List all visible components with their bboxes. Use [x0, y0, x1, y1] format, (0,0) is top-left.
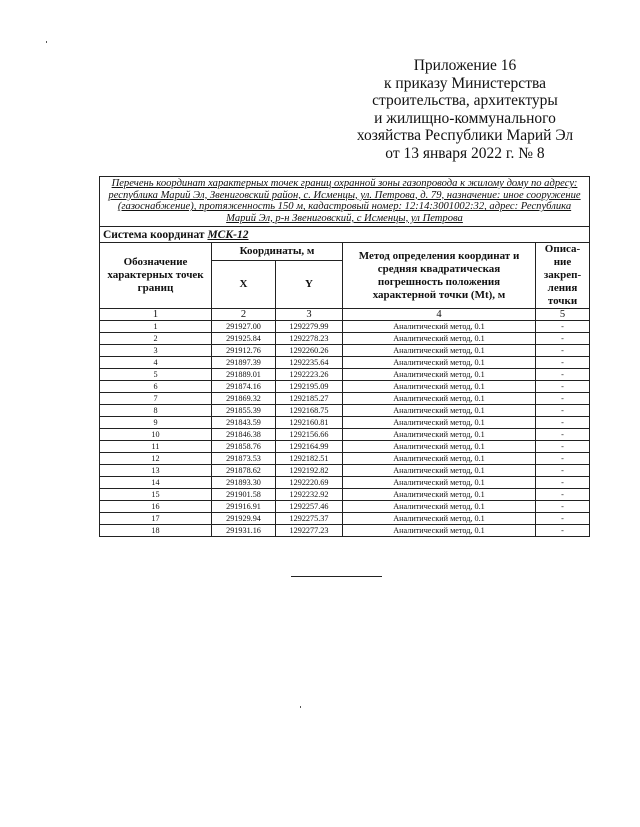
method-cell: Аналитический метод, 0.1	[343, 465, 536, 477]
column-number: 5	[536, 309, 590, 321]
scan-speck	[300, 706, 301, 708]
point-number-cell: 18	[100, 525, 212, 537]
header-line: от 13 января 2022 г. № 8	[385, 144, 545, 162]
header-coordinates: Координаты, м	[212, 243, 343, 260]
description-cell: -	[536, 501, 590, 513]
column-numbers-row	[100, 309, 590, 321]
description-cell: -	[536, 345, 590, 357]
y-coordinate-cell: 1292232.92	[276, 489, 343, 501]
table-row	[100, 489, 590, 501]
description-cell: -	[536, 453, 590, 465]
y-coordinate-cell: 1292192.82	[276, 465, 343, 477]
point-number-cell: 1	[100, 321, 212, 333]
point-number-cell: 14	[100, 477, 212, 489]
table-row	[100, 357, 590, 369]
coordinate-system-code: МСК-12	[207, 228, 249, 241]
point-number-cell: 3	[100, 345, 212, 357]
method-cell: Аналитический метод, 0.1	[343, 393, 536, 405]
x-coordinate-cell: 291846.38	[212, 429, 276, 441]
method-cell: Аналитический метод, 0.1	[343, 525, 536, 537]
x-coordinate-cell: 291929.94	[212, 513, 276, 525]
table-title: Перечень координат характерных точек границ охранной зоны газопровода к жилому дому по адресу: республика Марий Эл, Звениговский район, с. Исменцы, ул. Петрова, д. 79, назначение: иное сооружение (газоснабжение), протяженность 150 м, кадастровый номер: 12:14:3001002:32, адрес: Республика Марий Эл, р-н Звениговский, с Исменцы, ул Петрова	[100, 177, 590, 227]
y-coordinate-cell: 1292195.09	[276, 381, 343, 393]
description-cell: -	[536, 465, 590, 477]
column-number: 4	[343, 309, 536, 321]
header-line: Приложение 16	[413, 57, 517, 74]
coordinate-system-label: Система координат	[103, 228, 205, 241]
table-row	[100, 333, 590, 345]
y-coordinate-cell: 1292182.51	[276, 453, 343, 465]
description-cell: -	[536, 333, 590, 345]
table-row	[100, 381, 590, 393]
x-coordinate-cell: 291925.84	[212, 333, 276, 345]
table-row	[100, 429, 590, 441]
point-number-cell: 13	[100, 465, 212, 477]
header-method: Метод определения координат и средняя квадратическая погрешность положения характерной точки (Mt), м	[343, 243, 536, 309]
table-row	[100, 477, 590, 489]
signature-line	[291, 576, 382, 577]
x-coordinate-cell: 291916.91	[212, 501, 276, 513]
x-coordinate-cell: 291873.53	[212, 453, 276, 465]
coordinates-table	[99, 176, 590, 537]
point-number-cell: 8	[100, 405, 212, 417]
description-cell: -	[536, 429, 590, 441]
point-number-cell: 12	[100, 453, 212, 465]
point-number-cell: 4	[100, 357, 212, 369]
header-line: хозяйства Республики Марий Эл	[356, 127, 574, 144]
description-cell: -	[536, 441, 590, 453]
description-cell: -	[536, 477, 590, 489]
method-cell: Аналитический метод, 0.1	[343, 333, 536, 345]
method-cell: Аналитический метод, 0.1	[343, 501, 536, 513]
table-row	[100, 321, 590, 333]
y-coordinate-cell: 1292278.23	[276, 333, 343, 345]
header-line: и жилищно-коммунального	[374, 109, 556, 127]
table-row	[100, 513, 590, 525]
appendix-header	[345, 57, 585, 162]
description-cell: -	[536, 417, 590, 429]
method-cell: Аналитический метод, 0.1	[343, 405, 536, 417]
table-row	[100, 453, 590, 465]
method-cell: Аналитический метод, 0.1	[343, 429, 536, 441]
point-number-cell: 9	[100, 417, 212, 429]
point-number-cell: 17	[100, 513, 212, 525]
description-cell: -	[536, 405, 590, 417]
method-cell: Аналитический метод, 0.1	[343, 489, 536, 501]
method-cell: Аналитический метод, 0.1	[343, 321, 536, 333]
scan-speck	[46, 41, 47, 43]
method-cell: Аналитический метод, 0.1	[343, 357, 536, 369]
y-coordinate-cell: 1292260.26	[276, 345, 343, 357]
x-coordinate-cell: 291874.16	[212, 381, 276, 393]
x-coordinate-cell: 291931.16	[212, 525, 276, 537]
y-coordinate-cell: 1292168.75	[276, 405, 343, 417]
table-row	[100, 405, 590, 417]
table-row	[100, 501, 590, 513]
method-cell: Аналитический метод, 0.1	[343, 477, 536, 489]
x-coordinate-cell: 291843.59	[212, 417, 276, 429]
y-coordinate-cell: 1292279.99	[276, 321, 343, 333]
method-cell: Аналитический метод, 0.1	[343, 417, 536, 429]
x-coordinate-cell: 291869.32	[212, 393, 276, 405]
y-coordinate-cell: 1292164.99	[276, 441, 343, 453]
x-coordinate-cell: 291897.39	[212, 357, 276, 369]
method-cell: Аналитический метод, 0.1	[343, 345, 536, 357]
y-coordinate-cell: 1292185.27	[276, 393, 343, 405]
table-row	[100, 441, 590, 453]
coordinate-system	[100, 227, 590, 243]
description-cell: -	[536, 321, 590, 333]
point-number-cell: 2	[100, 333, 212, 345]
description-cell: -	[536, 369, 590, 381]
x-coordinate-cell: 291889.01	[212, 369, 276, 381]
point-number-cell: 11	[100, 441, 212, 453]
point-number-cell: 15	[100, 489, 212, 501]
point-number-cell: 16	[100, 501, 212, 513]
method-cell: Аналитический метод, 0.1	[343, 369, 536, 381]
method-cell: Аналитический метод, 0.1	[343, 381, 536, 393]
y-coordinate-cell: 1292257.46	[276, 501, 343, 513]
x-coordinate-cell: 291858.76	[212, 441, 276, 453]
header-description: Описа-ние закреп-ления точки	[536, 243, 590, 309]
point-number-cell: 10	[100, 429, 212, 441]
header-line: строительства, архитектуры	[372, 92, 558, 109]
x-coordinate-cell: 291855.39	[212, 405, 276, 417]
y-coordinate-cell: 1292277.23	[276, 525, 343, 537]
y-coordinate-cell: 1292275.37	[276, 513, 343, 525]
point-number-cell: 6	[100, 381, 212, 393]
table-row	[100, 393, 590, 405]
x-coordinate-cell: 291927.00	[212, 321, 276, 333]
method-cell: Аналитический метод, 0.1	[343, 453, 536, 465]
table-row	[100, 345, 590, 357]
method-cell: Аналитический метод, 0.1	[343, 441, 536, 453]
y-coordinate-cell: 1292156.66	[276, 429, 343, 441]
x-coordinate-cell: 291878.62	[212, 465, 276, 477]
description-cell: -	[536, 525, 590, 537]
table-row	[100, 417, 590, 429]
description-cell: -	[536, 381, 590, 393]
table-row	[100, 369, 590, 381]
column-number: 2	[212, 309, 276, 321]
description-cell: -	[536, 513, 590, 525]
header-point: Обозначение характерных точек границ	[100, 243, 212, 309]
header-line: к приказу Министерства	[384, 74, 546, 92]
y-coordinate-cell: 1292235.64	[276, 357, 343, 369]
x-coordinate-cell: 291901.58	[212, 489, 276, 501]
description-cell: -	[536, 489, 590, 501]
y-coordinate-cell: 1292220.69	[276, 477, 343, 489]
header-x: X	[212, 260, 276, 309]
point-number-cell: 5	[100, 369, 212, 381]
column-number: 3	[276, 309, 343, 321]
table-row	[100, 525, 590, 537]
point-number-cell: 7	[100, 393, 212, 405]
method-cell: Аналитический метод, 0.1	[343, 513, 536, 525]
y-coordinate-cell: 1292160.81	[276, 417, 343, 429]
table-row	[100, 465, 590, 477]
header-y: Y	[276, 260, 343, 309]
y-coordinate-cell: 1292223.26	[276, 369, 343, 381]
description-cell: -	[536, 393, 590, 405]
column-number: 1	[100, 309, 212, 321]
x-coordinate-cell: 291912.76	[212, 345, 276, 357]
description-cell: -	[536, 357, 590, 369]
x-coordinate-cell: 291893.30	[212, 477, 276, 489]
